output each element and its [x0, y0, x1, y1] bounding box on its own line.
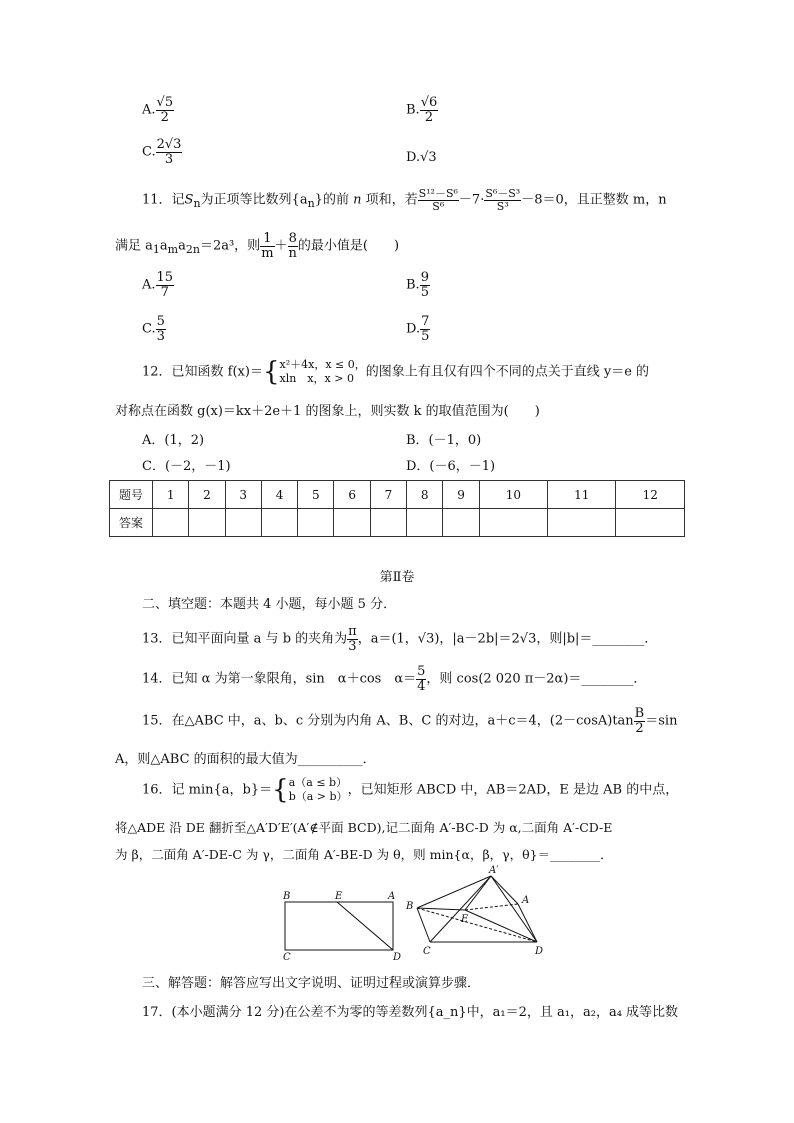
- label-a: A: [522, 895, 530, 906]
- answer-table: [109, 480, 685, 537]
- table-cell: 10: [479, 481, 547, 509]
- label-d: D: [393, 952, 402, 963]
- answer-cell[interactable]: [443, 509, 479, 537]
- section-title: 第Ⅱ卷: [379, 570, 415, 585]
- table-cell: 4: [261, 481, 297, 509]
- answer-table-row-answers: [110, 509, 685, 537]
- answer-cell[interactable]: [479, 509, 547, 537]
- figure-folded-solid: [405, 865, 550, 960]
- q11-option-c: C. $\frac{5}{3}$: [142, 314, 165, 344]
- q11-option-d: D. $\frac{7}{5}$: [406, 314, 430, 344]
- rect-outline: [285, 902, 393, 950]
- edge-e-a-dashed: [465, 904, 518, 910]
- q15-line1: 15．在△ABC 中，a、b、c 分别为内角 A、B、C 的对边，a＋c＝4，(2－cosA)tan $\frac{B}{2}$ ＝sin: [142, 706, 678, 736]
- edge-b-c: [417, 908, 430, 942]
- q10-option-c: C. $\frac{2√3}{3}$: [142, 137, 182, 167]
- figure-rectangle: [280, 890, 402, 963]
- q11-option-b: B. $\frac{9}{5}$: [406, 270, 429, 300]
- label-e: E: [461, 914, 469, 925]
- solve-heading: 三、解答题：解答应写出文字说明、证明过程或演算步骤．: [142, 976, 481, 991]
- table-cell: 6: [334, 481, 370, 509]
- answer-cell[interactable]: [370, 509, 406, 537]
- table-cell: 1: [153, 481, 189, 509]
- edge-b-ap: [417, 876, 491, 908]
- q16-line3: 为 β，二面角 A′-DE-C 为 γ，二面角 A′-BE-D 为 θ，则 min{α，β，γ，θ}＝________．: [115, 847, 613, 862]
- label-a-prime: A′: [489, 865, 499, 876]
- q14: 14．已知 α 为第一象限角，sin α＋cos α＝ $\frac{5}{4}$ ，则 cos(2 020 π－2α)＝________．: [142, 664, 647, 694]
- q12-line2: 对称点在函数 g(x)＝kx＋2e＋1 的图象上，则实数 k 的取值范围为( ): [115, 404, 540, 419]
- q17: 17．(本小题满分 12 分)在公差不为零的等差数列{a_n}中，a₁＝2，且 a₁，a₂，a₄ 成等比数: [142, 1005, 679, 1020]
- table-cell: 8: [407, 481, 443, 509]
- table-cell: 7: [370, 481, 406, 509]
- q16-line2: 将△ADE 沿 DE 翻折至△A′D′E′(A′∉平面 BCD),记二面角 A′-BC-D 为 α,二面角 A′-CD-E: [115, 820, 613, 835]
- answer-cell[interactable]: [153, 509, 189, 537]
- rect-diagonal: [337, 902, 393, 950]
- answer-table-row-numbers: [110, 481, 685, 509]
- table-cell: 11: [548, 481, 616, 509]
- q12-option-d: D．(－6，－1): [406, 459, 496, 474]
- label-c: C: [283, 952, 291, 963]
- edge-a-d: [518, 904, 537, 942]
- q11-line1: 11．记$S_n$为正项等比数列$\{a_n\}$的前 n 项和，若 $\frac{\text{S¹²－S⁶}}{\text{S⁶}}$ －7· $\frac{\text{S⁶－S³}}{\text{S³}}$ －8＝0，且正整数 m，n: [142, 187, 667, 213]
- answer-cell[interactable]: [225, 509, 261, 537]
- q10-option-b: B. $\frac{√6}{2}$: [406, 95, 438, 125]
- fill-heading: 二、填空题：本题共 4 小题，每小题 5 分．: [142, 597, 397, 612]
- answer-cell[interactable]: [548, 509, 616, 537]
- label-c: C: [423, 946, 431, 957]
- table-cell: 9: [443, 481, 479, 509]
- label-e: E: [335, 891, 343, 902]
- q13: 13．已知平面向量 a 与 b 的夹角为 $\frac{\pi}{3}$ ，a＝(1，√3)，|a－2b|＝2√3，则|b|＝________．: [142, 624, 658, 654]
- table-header-cell: 题号: [110, 481, 153, 509]
- table-cell: 12: [616, 481, 685, 509]
- q11-option-a: A. $\frac{15}{7}$: [142, 270, 174, 300]
- label-a: A: [388, 891, 396, 902]
- label-b: B: [406, 901, 414, 912]
- q16-line1: 16．记 min{a，b}＝{a（a ≤ b） b（a > b），已知矩形 ABCD 中，AB＝2AD，E 是边 AB 的中点，: [142, 774, 679, 805]
- answer-cell[interactable]: [189, 509, 225, 537]
- q12-line1: 12．已知函数 f(x)＝{x²＋4x，x ≤ 0， xln x，x > 0 的图象上有且仅有四个不同的点关于直线 y＝e 的: [142, 356, 650, 387]
- table-cell: 2: [189, 481, 225, 509]
- answer-cell[interactable]: [298, 509, 334, 537]
- label-d: D: [535, 946, 544, 957]
- q12-option-c: C．(－2，－1): [142, 459, 231, 474]
- q11-line2: 满足 $a_1a_ma_{2n}=2a^3$，则 $\frac{1}{m}$ ＋ $\frac{8}{n}$ 的最小值是( ): [115, 231, 400, 261]
- q12-option-a: A．(1，2): [142, 433, 205, 448]
- answer-cell[interactable]: [261, 509, 297, 537]
- table-cell: 3: [225, 481, 261, 509]
- answer-cell[interactable]: [616, 509, 685, 537]
- q15-line2: A，则△ABC 的面积的最大值为__________．: [115, 752, 376, 767]
- table-header-cell: 答案: [110, 509, 153, 537]
- q10-option-a: A. $\frac{√5}{2}$: [142, 95, 174, 125]
- label-b: B: [283, 891, 291, 902]
- answer-cell[interactable]: [407, 509, 443, 537]
- table-cell: 5: [298, 481, 334, 509]
- q10-option-d: D.√3: [406, 150, 437, 165]
- edge-a-ap: [491, 876, 518, 904]
- q12-option-b: B．(－1，0): [406, 433, 482, 448]
- answer-cell[interactable]: [334, 509, 370, 537]
